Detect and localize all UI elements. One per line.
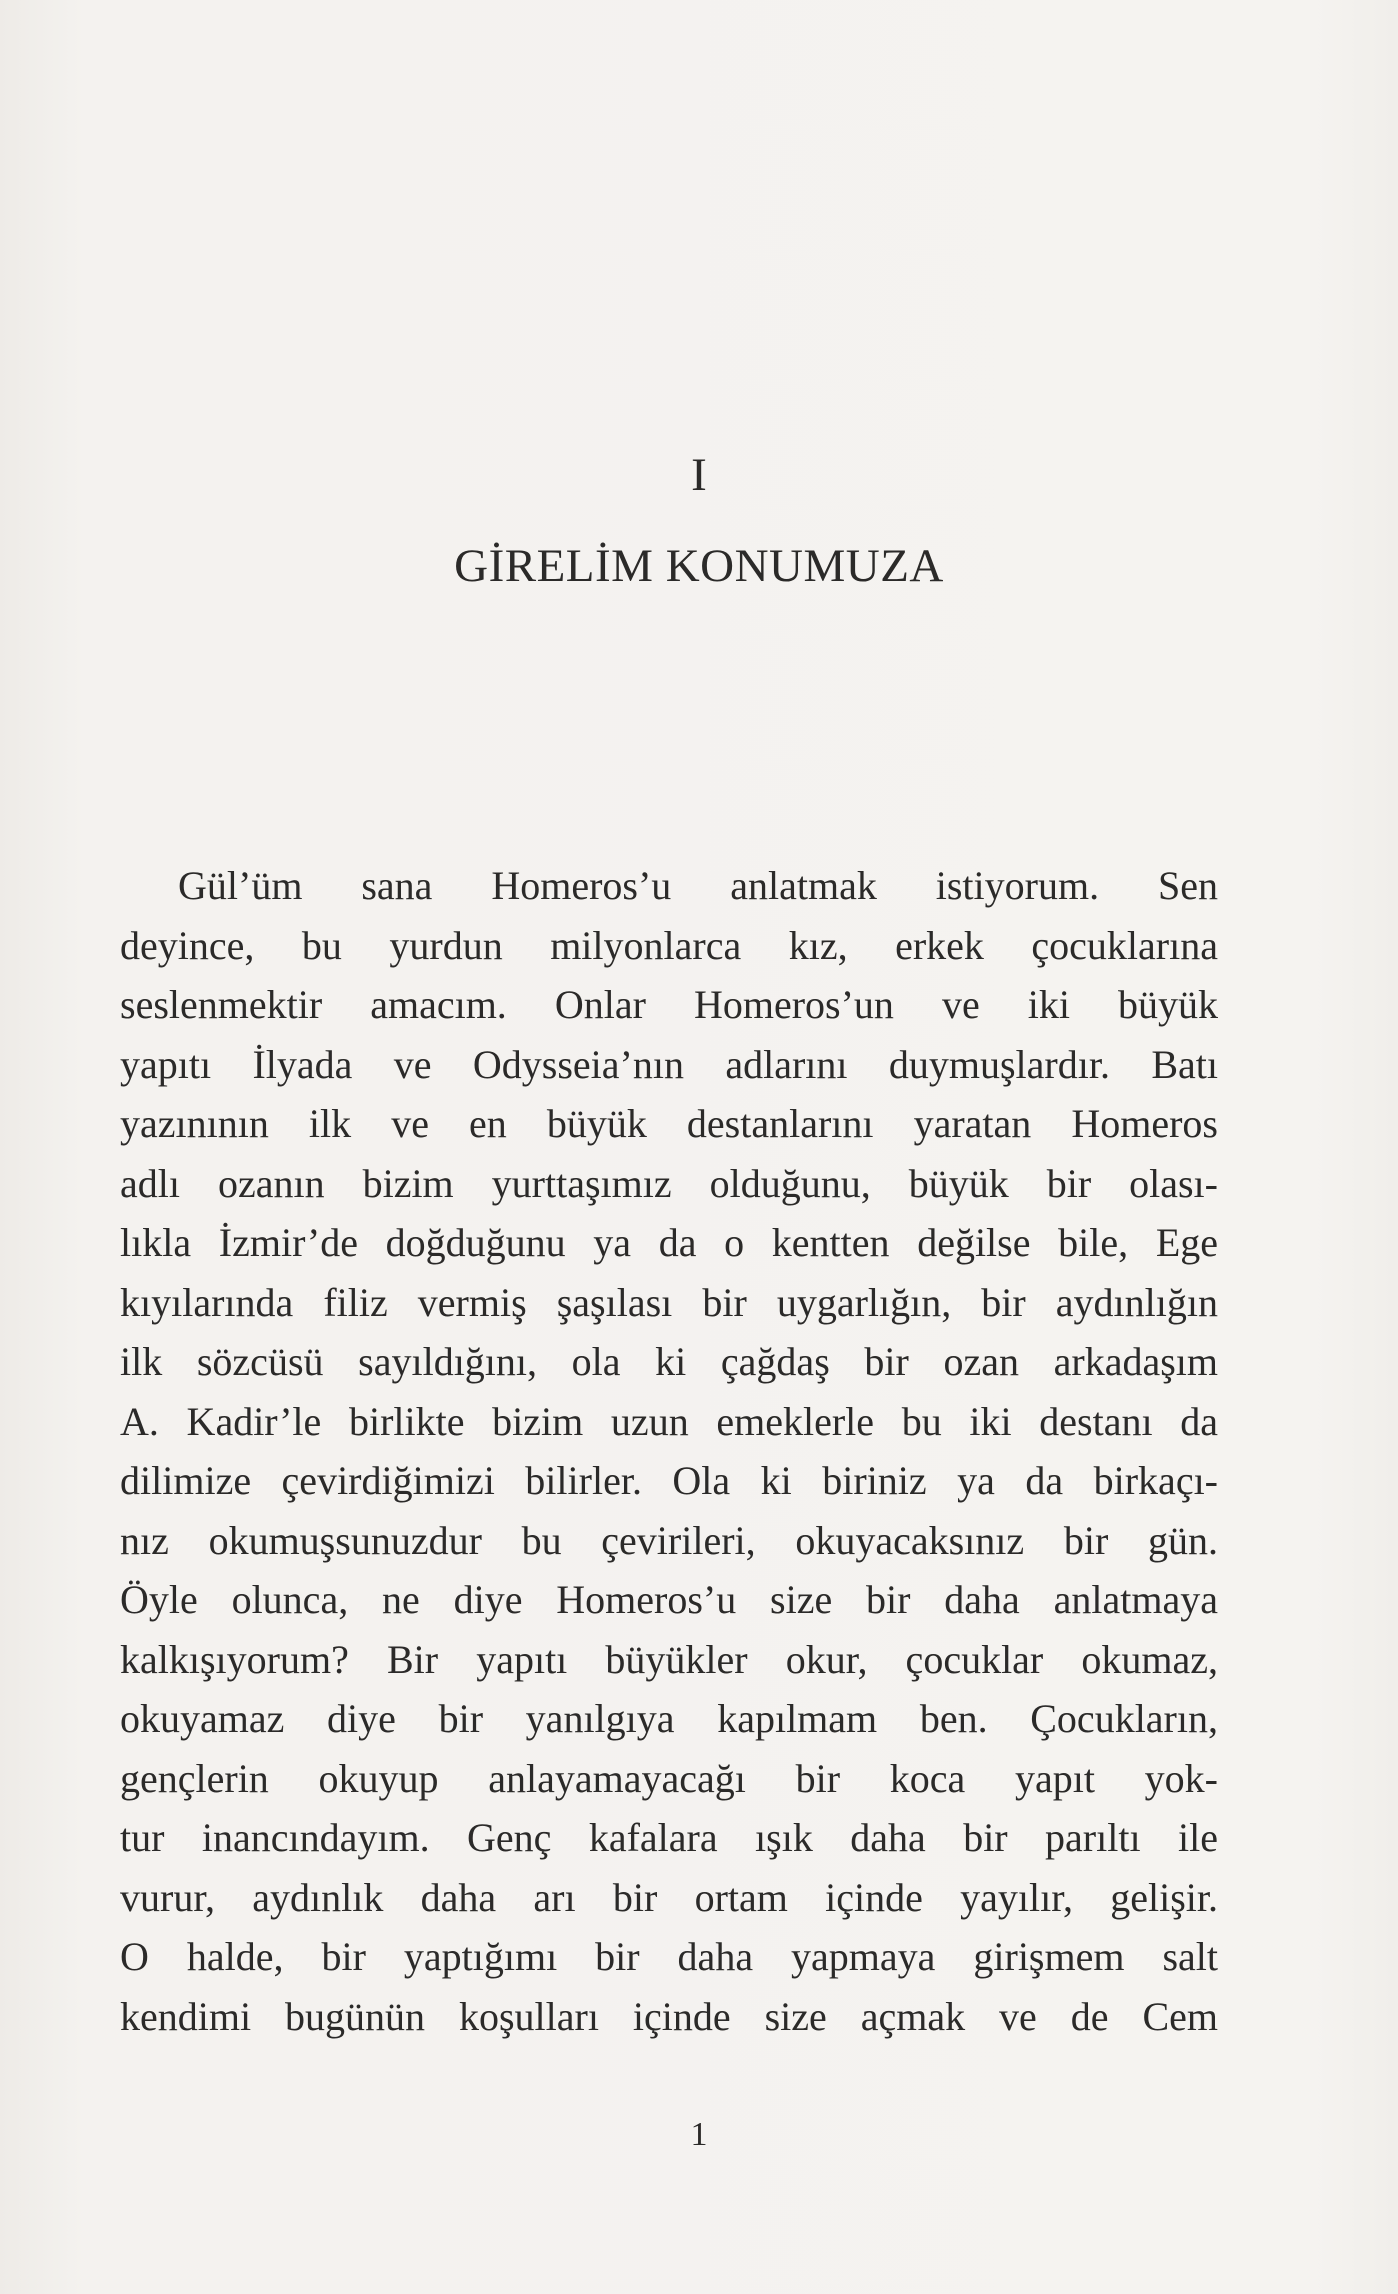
- paragraph-line: vurur, aydınlık daha arı bir ortam içinde yayılır, gelişir.: [120, 1874, 1218, 1920]
- paragraph-line: Gül’üm sana Homeros’u anlatmak istiyorum. Sen: [178, 863, 1218, 908]
- paragraph-line: okuyamaz diye bir yanılgıya kapılmam ben. Çocukların,: [120, 1696, 1218, 1741]
- paragraph-line: deyince, bu yurdun milyonlarca kız, erkek çocuklarına: [120, 922, 1218, 968]
- paragraph-line: adlı ozanın bizim yurttaşımız olduğunu, büyük bir olası-: [120, 1160, 1218, 1206]
- paragraph-line: kıyılarında filiz vermiş şaşılası bir uygarlığın, bir aydınlığın: [120, 1279, 1218, 1325]
- chapter-title: GİRELİM KONUMUZA: [454, 540, 944, 592]
- paragraph-line: nız okumuşsunuzdur bu çevirileri, okuyacaksınız bir gün.: [120, 1517, 1218, 1563]
- paragraph-line: O halde, bir yaptığımı bir daha yapmaya girişmem salt: [120, 1934, 1218, 1979]
- page-number: 1: [690, 2116, 708, 2153]
- paragraph-line: dilimize çevirdiğimizi bilirler. Ola ki biriniz ya da birkaçı-: [120, 1458, 1218, 1503]
- paragraph-line: yapıtı İlyada ve Odysseia’nın adlarını duymuşlardır. Batı: [120, 1041, 1218, 1087]
- paragraph-line: A. Kadir’le birlikte bizim uzun emeklerle bu iki destanı da: [120, 1398, 1218, 1444]
- paragraph-line: gençlerin okuyup anlayamayacağı bir koca yapıt yok-: [120, 1755, 1218, 1801]
- paragraph-line: lıkla İzmir’de doğduğunu ya da o kentten değilse bile, Ege: [120, 1220, 1218, 1265]
- paragraph-line: Öyle olunca, ne diye Homeros’u size bir daha anlatmaya: [120, 1577, 1218, 1622]
- chapter-number: I: [691, 449, 707, 501]
- paragraph-line: tur inancındayım. Genç kafalara ışık daha bir parıltı ile: [120, 1815, 1218, 1860]
- paragraph-line: seslenmektir amacım. Onlar Homeros’un ve iki büyük: [120, 982, 1218, 1027]
- paragraph-line: kalkışıyorum? Bir yapıtı büyükler okur, çocuklar okumaz,: [120, 1636, 1218, 1682]
- paragraph-line: kendimi bugünün koşulları içinde size açmak ve de Cem: [120, 1993, 1218, 2039]
- paragraph-line: ilk sözcüsü sayıldığını, ola ki çağdaş bir ozan arkadaşım: [120, 1339, 1218, 1384]
- paragraph-line: yazınının ilk ve en büyük destanlarını yaratan Homeros: [120, 1101, 1218, 1146]
- body-paragraph: [120, 856, 1218, 2046]
